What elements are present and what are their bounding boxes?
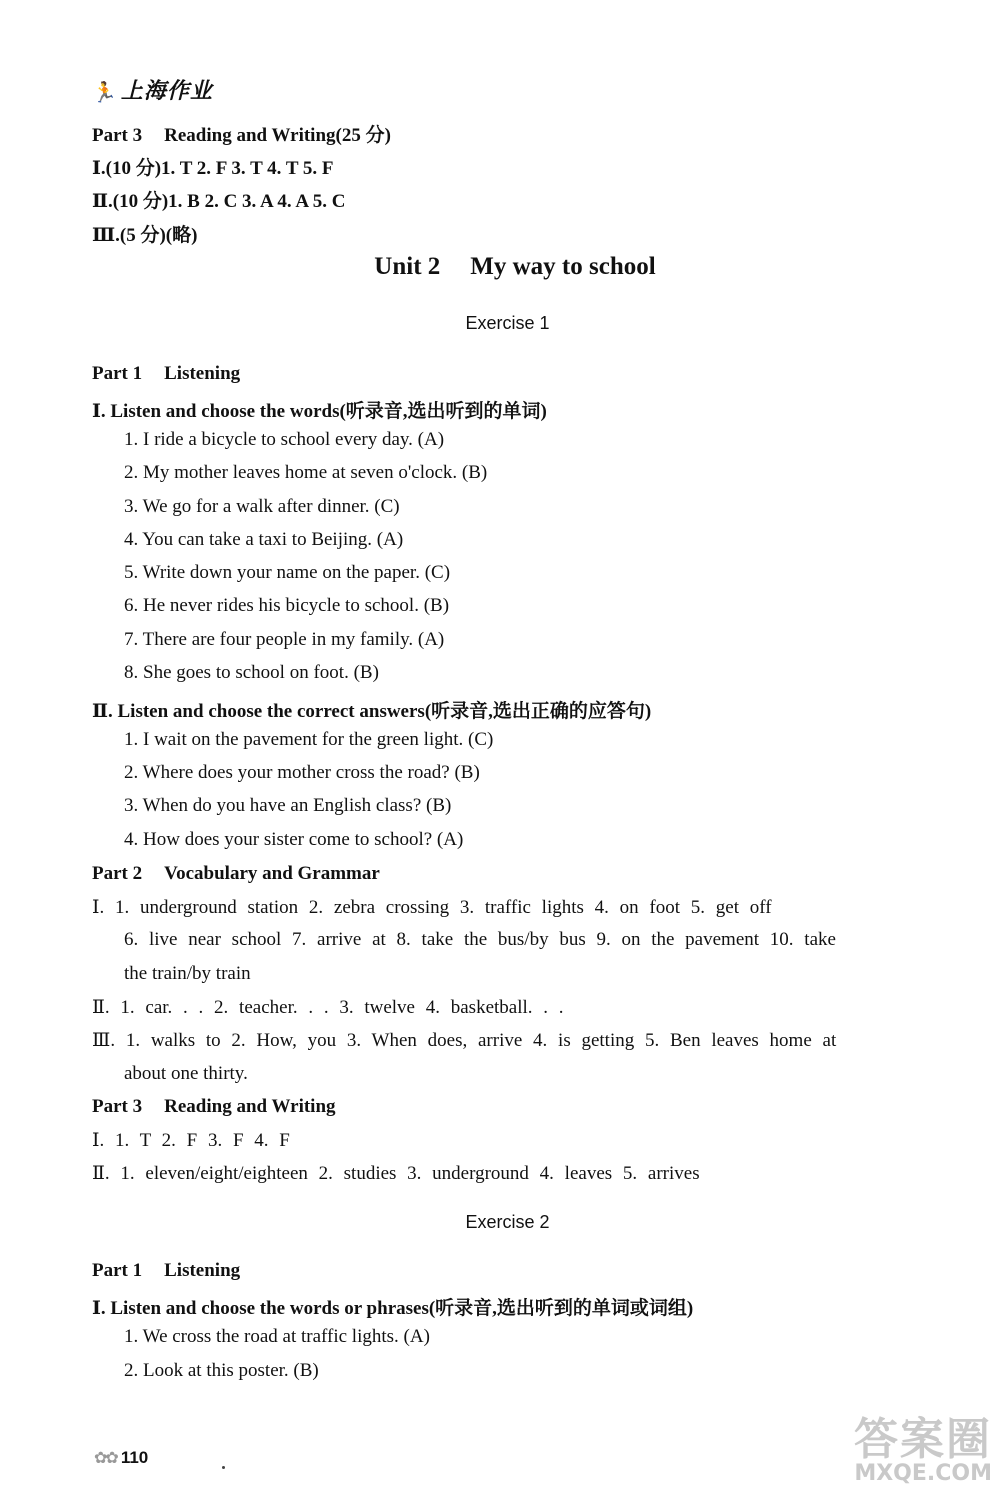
exercise-title: Exercise 2 [465, 1212, 550, 1232]
intro-answer-line: Ⅱ.(10 分)1. B 2. C 3. A 4. A 5. C [92, 191, 346, 212]
part-heading: Part 2 Vocabulary and Grammar [92, 863, 380, 884]
section-heading: Ⅱ. Listen and choose the correct answers(听录音,选出正确的应答句) [92, 701, 652, 722]
answer-item: 4. How does your sister come to school? (A) [124, 829, 464, 850]
exercise-title: Exercise 1 [465, 313, 550, 333]
answer-item: 1. I ride a bicycle to school every day. (A) [124, 429, 445, 450]
part-heading: Part 1 Listening [92, 1260, 241, 1281]
answer-line: Ⅰ. 1. T 2. F 3. F 4. F [92, 1130, 290, 1151]
answer-item: 6. He never rides his bicycle to school. (B) [124, 595, 450, 616]
answer-item: 2. Look at this poster. (B) [124, 1360, 319, 1381]
answer-item: 4. You can take a taxi to Beijing. (A) [124, 529, 404, 550]
header-logo [92, 74, 219, 105]
paw-prints-icon: ✿✿ [94, 1450, 117, 1467]
answer-line: the train/by train [124, 963, 251, 984]
logo-text: 上海作业 [120, 79, 213, 104]
answer-line: Ⅲ. 1. walks to 2. How, you 3. When does, arrive 4. is getting 5. Ben leaves home at [92, 1030, 837, 1051]
runner-icon: 🏃 [92, 82, 117, 104]
intro-answer-line: Ⅲ.(5 分)(略) [92, 225, 198, 246]
watermark-en: MXQE.COM [854, 1461, 992, 1486]
part-heading: Part 3 Reading and Writing [92, 1096, 336, 1117]
page-number: 110 [120, 1448, 149, 1467]
intro-part3-heading: Part 3 Reading and Writing(25 分) [92, 125, 391, 146]
answer-item: 1. We cross the road at traffic lights. (A) [124, 1326, 430, 1347]
answer-line: Ⅰ. 1. underground station 2. zebra crossing 3. traffic lights 4. on foot 5. get off [92, 897, 772, 918]
answer-line: about one thirty. [124, 1063, 248, 1084]
answer-line: Ⅱ. 1. eleven/eight/eighteen 2. studies 3. underground 4. leaves 5. arrives [92, 1163, 700, 1184]
answer-item: 1. I wait on the pavement for the green light. (C) [124, 729, 494, 750]
page-footer [94, 1448, 148, 1468]
answer-item: 2. My mother leaves home at seven o'clock. (B) [124, 462, 488, 483]
intro-answer-line: Ⅰ.(10 分)1. T 2. F 3. T 4. T 5. F [92, 158, 334, 179]
section-heading: Ⅰ. Listen and choose the words or phrases(听录音,选出听到的单词或词组) [92, 1298, 694, 1319]
answer-item: 8. She goes to school on foot. (B) [124, 662, 379, 683]
answer-line: 6. live near school 7. arrive at 8. take the bus/by bus 9. on the pavement 10. take [124, 929, 836, 950]
answer-item: 3. When do you have an English class? (B) [124, 795, 452, 816]
watermark [854, 1403, 992, 1486]
answer-item: 5. Write down your name on the paper. (C) [124, 562, 451, 583]
section-heading: Ⅰ. Listen and choose the words(听录音,选出听到的单词) [92, 401, 547, 422]
answer-item: 7. There are four people in my family. (A) [124, 629, 445, 650]
footer-dot [222, 1466, 225, 1469]
answer-line: Ⅱ. 1. car. . . 2. teacher. . . 3. twelve 4. basketball. . . [92, 997, 564, 1018]
answer-item: 3. We go for a walk after dinner. (C) [124, 496, 400, 517]
watermark-cn: 答案圈 [854, 1414, 992, 1465]
part-heading: Part 1 Listening [92, 363, 241, 384]
answer-item: 2. Where does your mother cross the road? (B) [124, 762, 480, 783]
unit-title: Unit 2 My way to school [374, 253, 656, 280]
